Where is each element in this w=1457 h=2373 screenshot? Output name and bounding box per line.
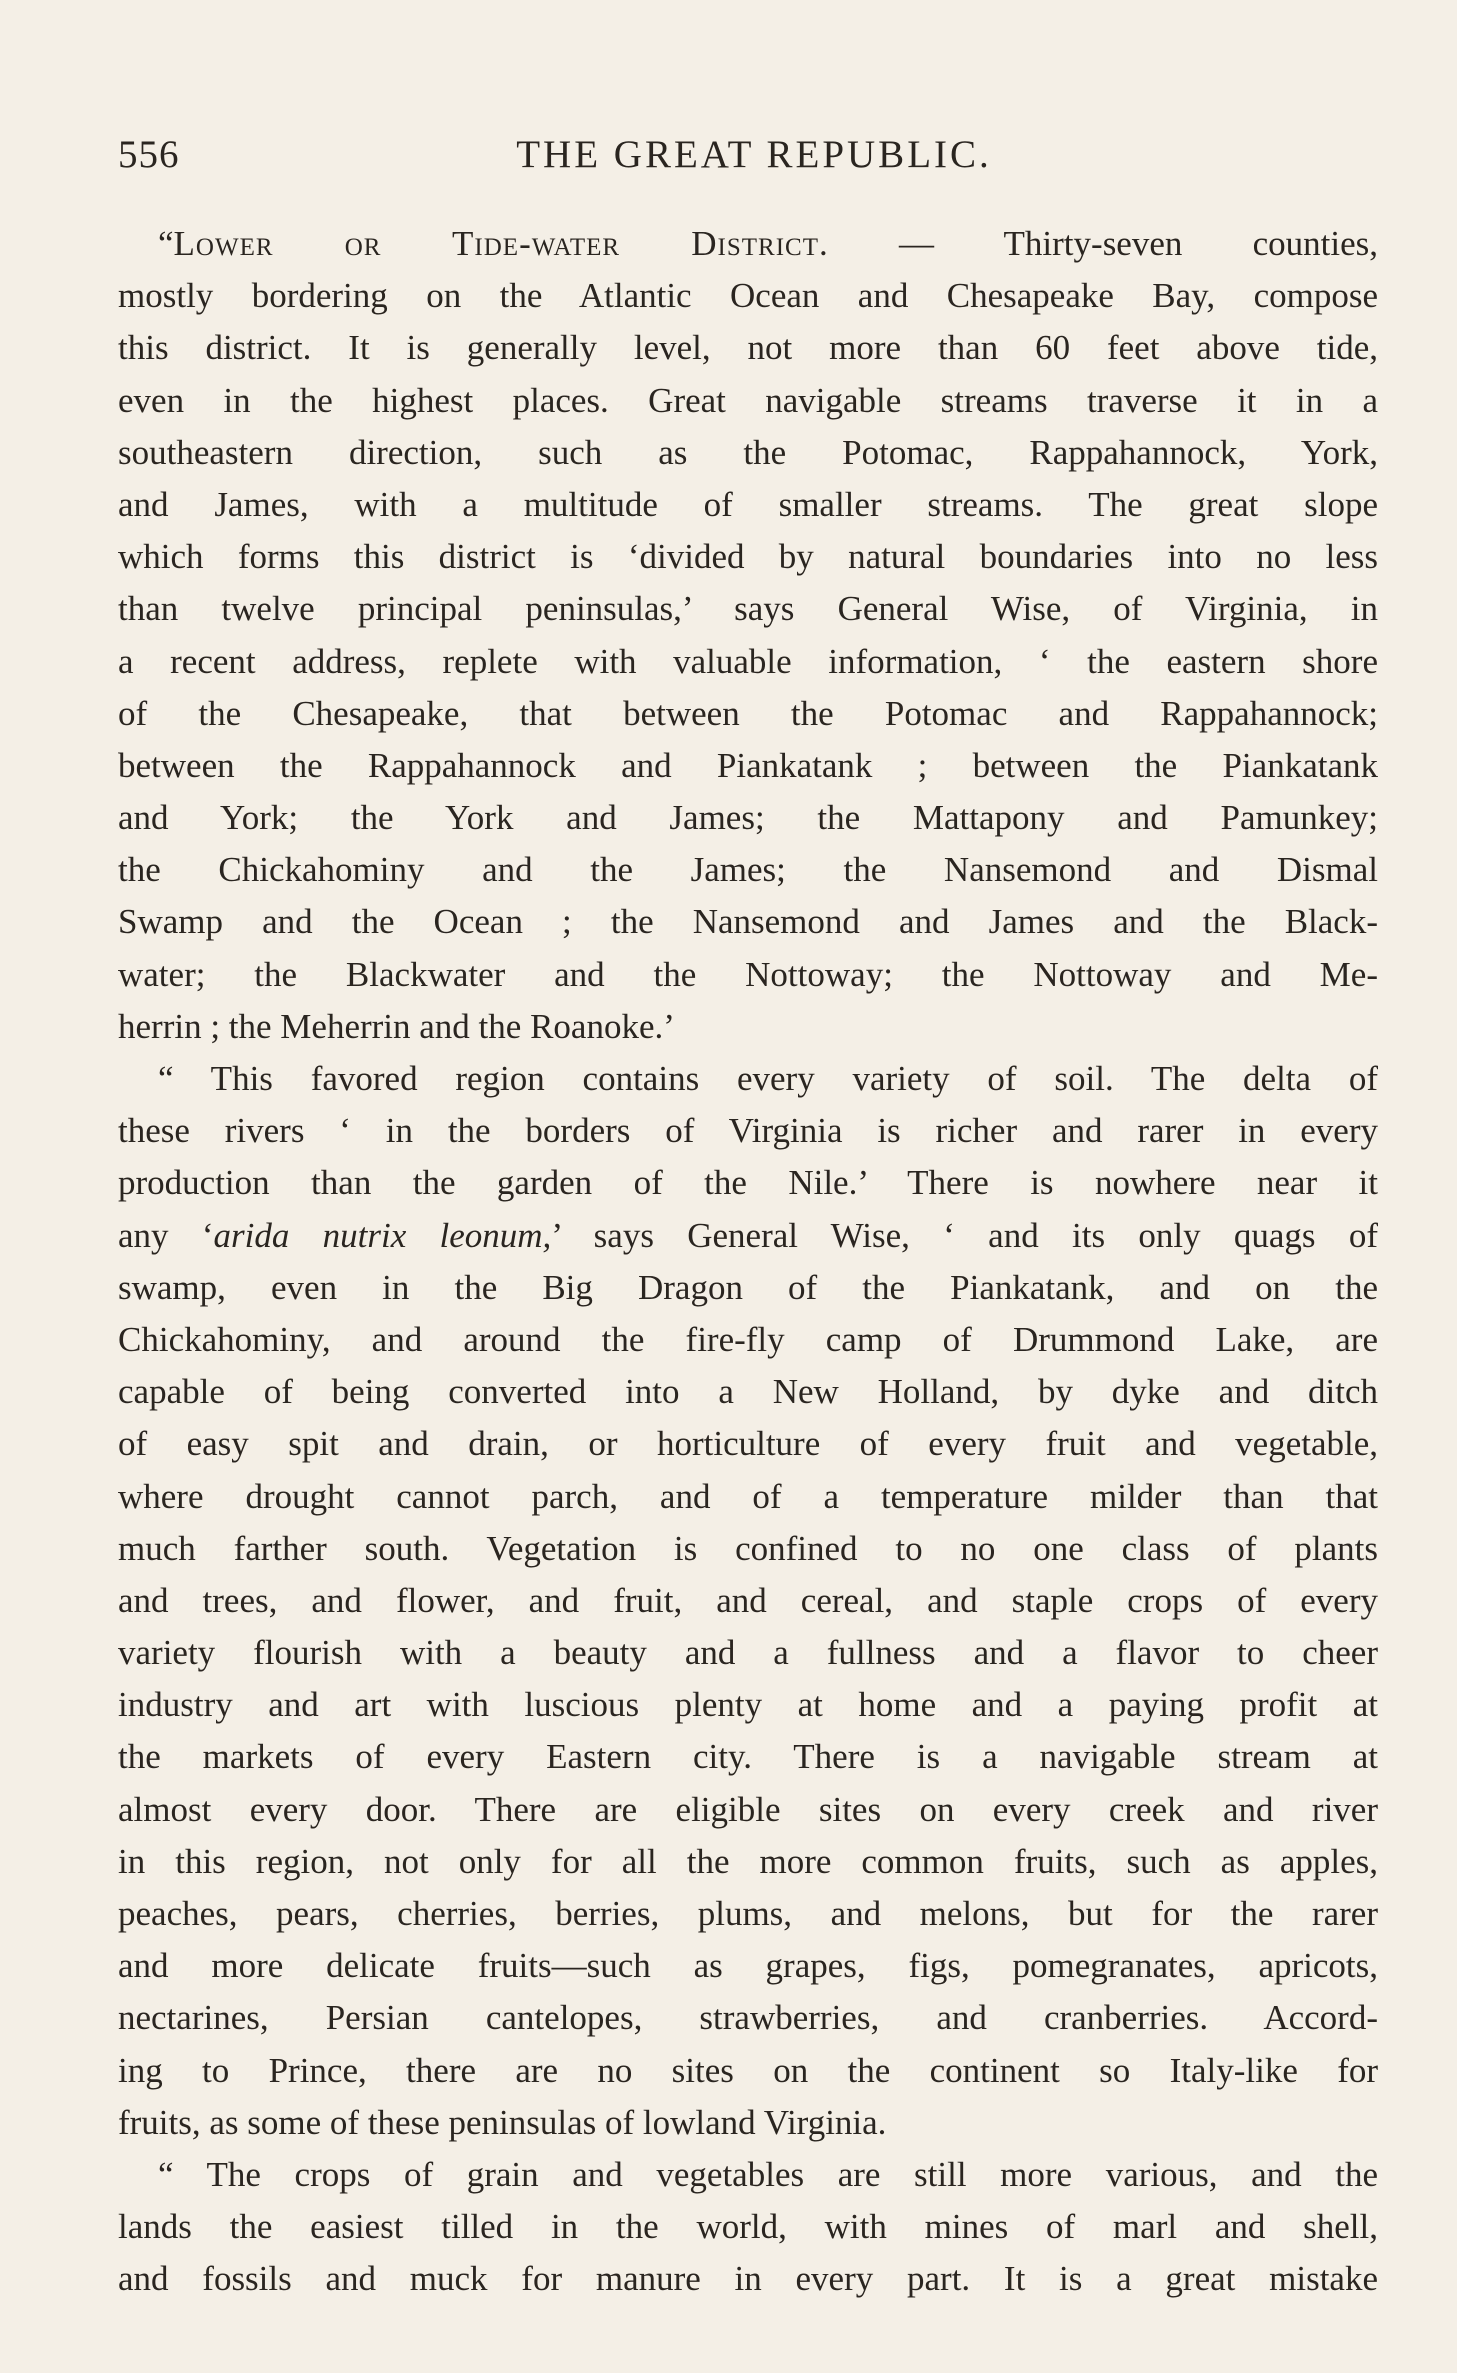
text-line: lands the easiest tilled in the world, with mines of marl and shell,	[118, 2207, 1378, 2247]
text-line: and more delicate fruits—such as grapes, figs, pomegranates, apricots,	[118, 1946, 1378, 1986]
section-heading: Lower or Tide-water District.	[173, 224, 829, 263]
text-line: and York; the York and James; the Mattapony and Pamunkey;	[118, 798, 1378, 838]
text-line: Swamp and the Ocean ; the Nansemond and James and the Black-	[118, 902, 1378, 942]
text-line: “ The crops of grain and vegetables are still more various, and the	[158, 2154, 1378, 2194]
text-line: much farther south. Vegetation is confined to no one class of plants	[118, 1528, 1378, 1568]
text-line: this district. It is generally level, not more than 60 feet above tide,	[118, 328, 1378, 368]
running-head	[118, 132, 1390, 192]
page-number: 556	[118, 133, 180, 176]
text-line: almost every door. There are eligible sites on every creek and river	[118, 1789, 1378, 1829]
text-line: industry and art with luscious plenty at home and a paying profit at	[118, 1685, 1378, 1725]
text-line: a recent address, replete with valuable information, ‘ the eastern shore	[118, 641, 1378, 681]
text-line: water; the Blackwater and the Nottoway; the Nottoway and Me-	[118, 954, 1378, 994]
text-line: between the Rappahannock and Piankatank ; between the Piankatank	[118, 745, 1378, 785]
text-line: where drought cannot parch, and of a temperature milder than that	[118, 1476, 1378, 1516]
text-line: than twelve principal peninsulas,’ says General Wise, of Virginia, in	[118, 589, 1378, 629]
text-line: capable of being converted into a New Holland, by dyke and ditch	[118, 1372, 1378, 1412]
text-line: of easy spit and drain, or horticulture of every fruit and vegetable,	[118, 1424, 1378, 1464]
text-line: fruits, as some of these peninsulas of lowland Virginia.	[118, 2102, 887, 2142]
text-line: the markets of every Eastern city. There is a navigable stream at	[118, 1737, 1378, 1777]
text-line: which forms this district is ‘divided by natural boundaries into no less	[118, 537, 1378, 577]
text-line: “Lower or Tide-water District. — Thirty-seven counties,	[158, 224, 1378, 263]
text-line: in this region, not only for all the more common fruits, such as apples,	[118, 1841, 1378, 1881]
text-line: production than the garden of the Nile.’ There is nowhere near it	[118, 1163, 1378, 1203]
text-line: variety flourish with a beauty and a fullness and a flavor to cheer	[118, 1633, 1378, 1673]
text-line: mostly bordering on the Atlantic Ocean and Chesapeake Bay, compose	[118, 276, 1378, 316]
page-title: THE GREAT REPUBLIC.	[516, 133, 992, 176]
text-line: “ This favored region contains every variety of soil. The delta of	[158, 1059, 1378, 1098]
text-line: and James, with a multitude of smaller streams. The great slope	[118, 484, 1378, 524]
text-line: swamp, even in the Big Dragon of the Piankatank, and on the	[118, 1267, 1378, 1307]
text-line: and fossils and muck for manure in every part. It is a great mistake	[118, 2259, 1378, 2299]
text-line: Chickahominy, and around the fire-fly camp of Drummond Lake, are	[118, 1319, 1378, 1359]
text-line: southeastern direction, such as the Potomac, Rappahannock, York,	[118, 432, 1378, 472]
text-line: ing to Prince, there are no sites on the continent so Italy-like for	[118, 2050, 1378, 2090]
body-text	[118, 218, 1378, 2306]
text-line: nectarines, Persian cantelopes, strawberries, and cranberries. Accord-	[118, 1998, 1378, 2038]
text-line: and trees, and flower, and fruit, and cereal, and staple crops of every	[118, 1580, 1378, 1620]
text-line: herrin ; the Meherrin and the Roanoke.’	[118, 1006, 675, 1046]
latin-phrase: arida nutrix leonum,	[213, 1215, 552, 1255]
text-line: these rivers ‘ in the borders of Virginia is richer and rarer in every	[118, 1111, 1378, 1151]
text-line: of the Chesapeake, that between the Potomac and Rappahannock;	[118, 693, 1378, 733]
text-line: any ‘arida nutrix leonum,’ says General Wise, ‘ and its only quags of	[118, 1215, 1378, 1255]
text-line: the Chickahominy and the James; the Nansemond and Dismal	[118, 850, 1378, 890]
text-line: peaches, pears, cherries, berries, plums, and melons, but for the rarer	[118, 1894, 1378, 1933]
text-line: even in the highest places. Great navigable streams traverse it in a	[118, 380, 1378, 420]
